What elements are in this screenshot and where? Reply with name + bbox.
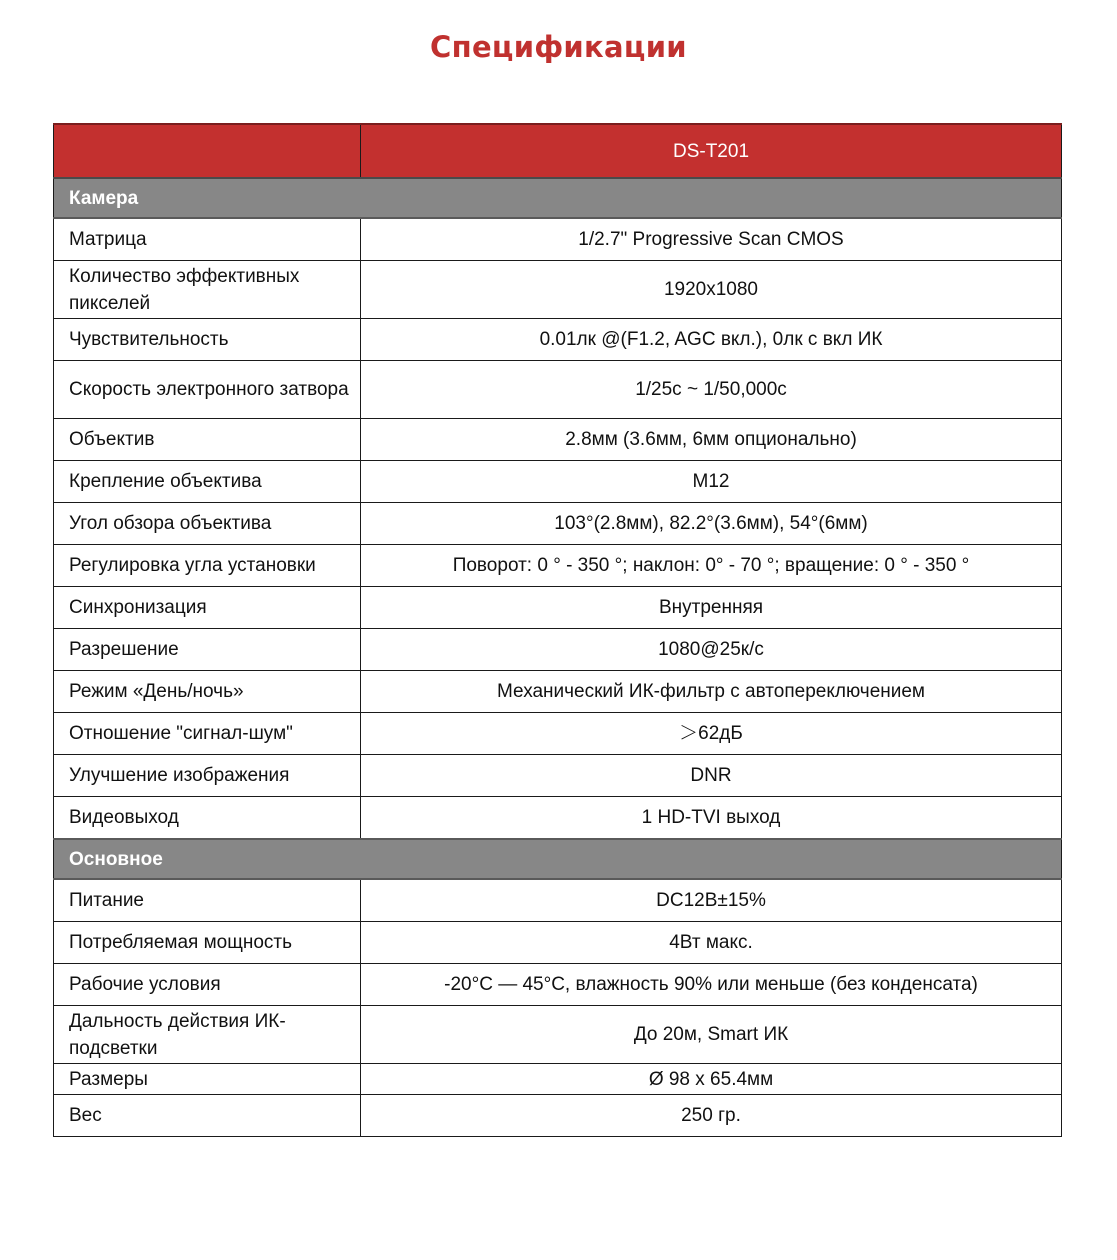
spec-label: Объектив [54,419,361,461]
spec-value: Поворот: 0 ° - 350 °; наклон: 0° - 70 °; вращение: 0 ° - 350 ° [361,545,1062,587]
spec-label: Питание [54,879,361,922]
spec-value: До 20м, Smart ИК [361,1006,1062,1064]
table-row [54,1006,1062,1064]
spec-table [53,123,1062,1137]
spec-label: Видеовыход [54,797,361,840]
spec-label: Отношение "сигнал-шум" [54,713,361,755]
table-row [54,755,1062,797]
spec-value: 4Вт макс. [361,922,1062,964]
section-header-camera [54,178,1062,218]
table-row [54,503,1062,545]
section-title: Основное [54,839,1062,879]
table-row [54,361,1062,419]
spec-value: M12 [361,461,1062,503]
spec-label: Крепление объектива [54,461,361,503]
table-header-row [54,124,1062,178]
spec-label: Рабочие условия [54,964,361,1006]
table-row [54,922,1062,964]
table-row [54,461,1062,503]
spec-label: Дальность действия ИК-подсветки [54,1006,361,1064]
spec-value: 1/2.7" Progressive Scan CMOS [361,218,1062,261]
model-name: DS-T201 [361,124,1062,178]
spec-label: Регулировка угла установки [54,545,361,587]
spec-value: DNR [361,755,1062,797]
table-row [54,419,1062,461]
spec-label: Потребляемая мощность [54,922,361,964]
spec-label: Угол обзора объектива [54,503,361,545]
spec-value: 250 гр. [361,1095,1062,1137]
spec-value: -20°C — 45°C, влажность 90% или меньше (без конденсата) [361,964,1062,1006]
table-row [54,797,1062,840]
spec-label: Чувствительность [54,319,361,361]
table-row [54,713,1062,755]
table-row [54,879,1062,922]
spec-label: Улучшение изображения [54,755,361,797]
table-row [54,261,1062,319]
table-row [54,629,1062,671]
table-row [54,545,1062,587]
spec-value: Ø 98 x 65.4мм [361,1064,1062,1095]
spec-label: Количество эффективных пикселей [54,261,361,319]
spec-value: 1920x1080 [361,261,1062,319]
page-title: Спецификации [430,30,687,64]
spec-label: Скорость электронного затвора [54,361,361,419]
spec-value: DC12В±15% [361,879,1062,922]
table-row [54,587,1062,629]
section-title: Камера [54,178,1062,218]
table-row [54,1095,1062,1137]
spec-value: 1 HD-TVI выход [361,797,1062,840]
spec-value: 0.01лк @(F1.2, AGC вкл.), 0лк с вкл ИК [361,319,1062,361]
table-row [54,1064,1062,1095]
table-row [54,218,1062,261]
spec-label: Вес [54,1095,361,1137]
spec-value: 103°(2.8мм), 82.2°(3.6мм), 54°(6мм) [361,503,1062,545]
table-row [54,964,1062,1006]
spec-label: Синхронизация [54,587,361,629]
table-row [54,671,1062,713]
spec-label: Режим «День/ночь» [54,671,361,713]
spec-label: Матрица [54,218,361,261]
spec-value: Механический ИК-фильтр с автопереключением [361,671,1062,713]
spec-value: ＞62дБ [361,713,1062,755]
header-empty-cell [54,124,361,178]
table-row [54,319,1062,361]
spec-value: 1/25с ~ 1/50,000с [361,361,1062,419]
section-header-general [54,839,1062,879]
spec-label: Размеры [54,1064,361,1095]
spec-value: 1080@25к/с [361,629,1062,671]
spec-label: Разрешение [54,629,361,671]
spec-value: Внутренняя [361,587,1062,629]
spec-value: 2.8мм (3.6мм, 6мм опционально) [361,419,1062,461]
